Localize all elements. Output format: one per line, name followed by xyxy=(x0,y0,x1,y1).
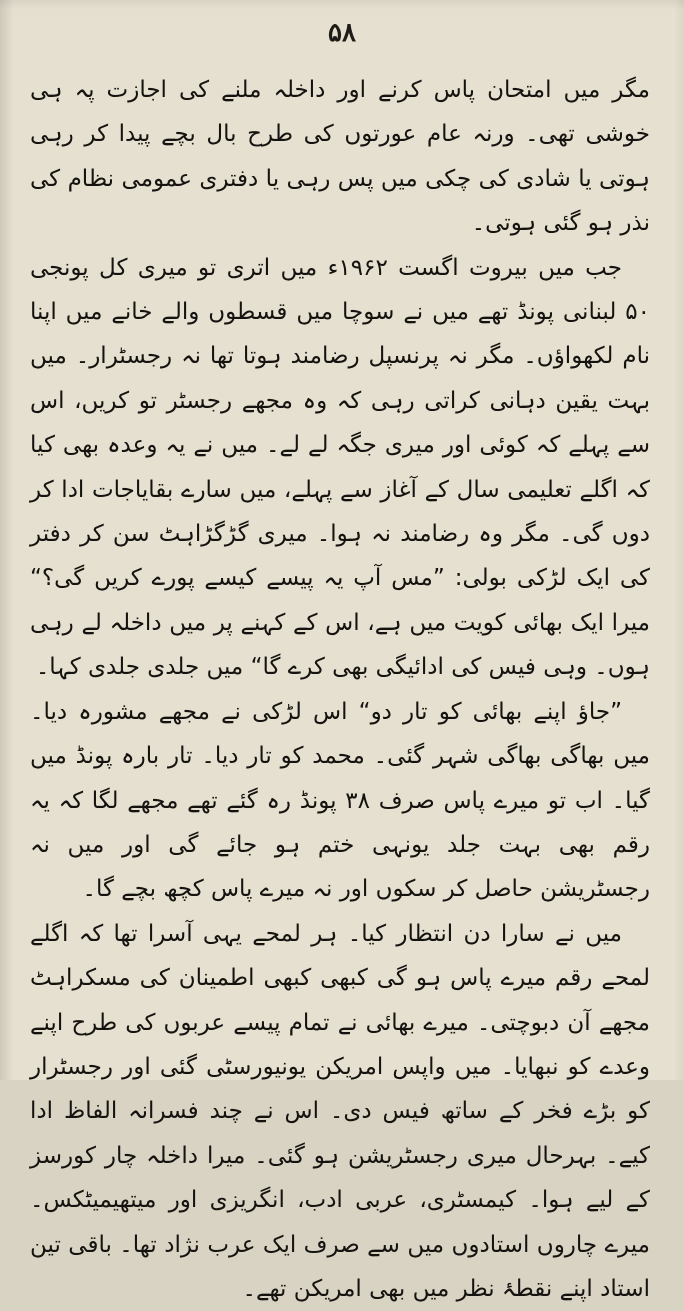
paragraph-1: مگر میں امتحان پاس کرنے اور داخلہ ملنے کی اجازت پہ ہی خوشی تھی۔ ورنہ عام عورتوں کی طرح بال بچے پیدا کر رہی ہوتی یا شادی کی چکی میں پس رہی یا دفتری عمومی نظام کی نذر ہو گئی ہوتی۔ xyxy=(30,77,650,237)
page-body xyxy=(30,68,650,1311)
paragraph-3: ”جاؤ اپنے بھائی کو تار دو“ اس لڑکی نے مجھے مشورہ دیا۔ میں بھاگی بھاگی شہر گئی۔ محمد کو تار دیا۔ تار بارہ پونڈ میں گیا۔ اب تو میرے پاس صرف ۳۸ پونڈ رہ گئے تھے مجھے لگا کہ یہ رقم بھی بہت جلد یونہی ختم ہو جائے گی اور میں نہ رجسٹریشن حاصل کر سکوں اور نہ میرے پاس کچھ بچے گا۔ xyxy=(30,698,650,903)
paragraph-2: جب میں بیروت اگست ۱۹۶۲ء میں اتری تو میری کل پونجی ۵۰ لبنانی پونڈ تھے میں نے سوچا میں قسطوں والے خانے میں اپنا نام لکھواؤں۔ مگر نہ پرنسپل رضامند ہوتا تھا نہ رجسٹرار۔ میں بہت یقین دہانی کراتی رہی کہ وہ مجھے رجسٹر تو کریں، اس سے پہلے کہ کوئی اور میری جگہ لے لے۔ میں نے یہ وعدہ بھی کیا کہ اگلے تعلیمی سال کے آغاز سے پہلے، میں سارے بقایاجات ادا کر دوں گی۔ مگر وہ رضامند نہ ہوا۔ میری گڑگڑاہٹ سن کر دفتر کی ایک لڑکی بولی: ”مس آپ یہ پیسے کیسے پورے کریں گی؟“ میرا ایک بھائی کویت میں ہے، اس کے کہنے پر میں داخلہ لے رہی ہوں۔ وہی فیس کی ادائیگی بھی کرے گا“ میں جلدی جلدی کہا۔ xyxy=(30,254,650,681)
paragraph-4: میں نے سارا دن انتظار کیا۔ ہر لمحے یہی آسرا تھا کہ اگلے لمحے رقم میرے پاس ہو گی کبھی کبھی اطمینان کی مسکراہٹ مجھے آن دبوچتی۔ میرے بھائی نے تمام پیسے عربوں کی طرح اپنے وعدے کو نبھایا۔ میں واپس امریکن یونیورسٹی گئی اور رجسٹرار کو بڑے فخر کے ساتھ فیس دی۔ اس نے چند فسرانہ الفاظ ادا کیے۔ بہرحال میری رجسٹریشن ہو گئی۔ میرا داخلہ چار کورسز کے لیے ہوا۔ کیمسٹری، عربی ادب، انگریزی اور میتھیمیٹکس۔ میرے چاروں استادوں میں سے صرف ایک عرب نژاد تھا۔ باقی تین استاد اپنے نقطۂ نظر میں بھی امریکن تھے۔ xyxy=(30,920,650,1302)
page-number: ۵۸ xyxy=(328,18,356,48)
